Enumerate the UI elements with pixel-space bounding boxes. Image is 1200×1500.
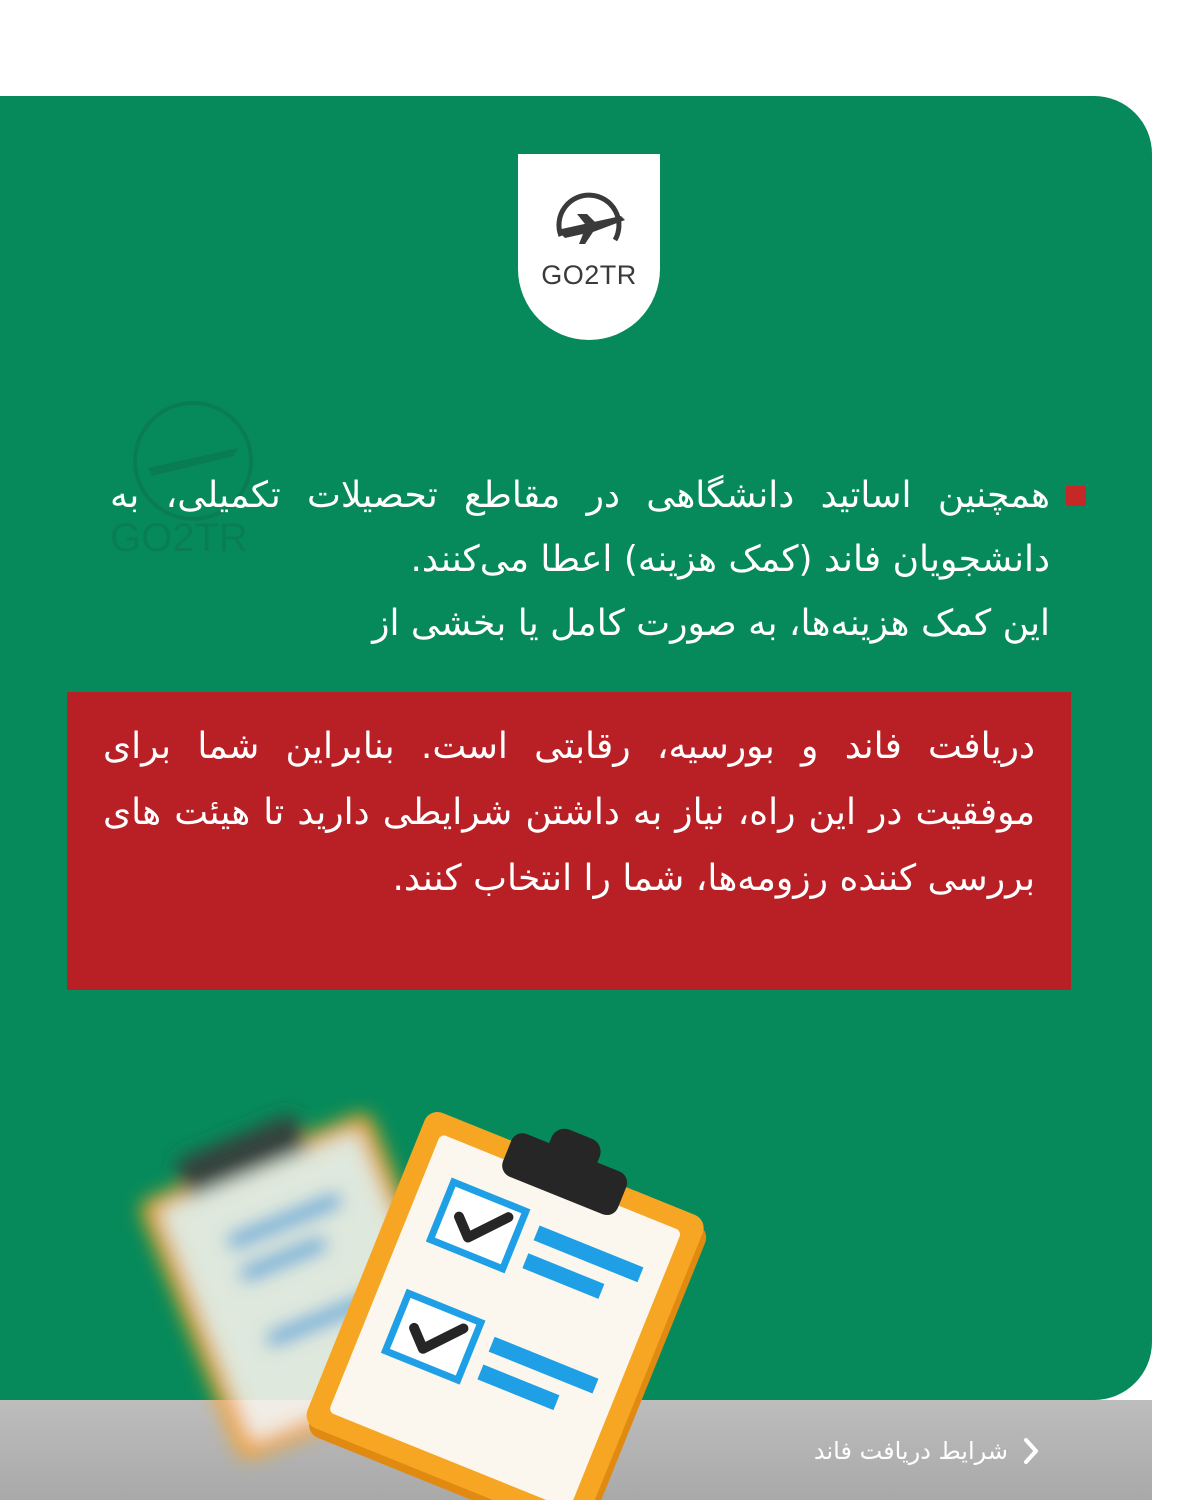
- bullet-block: [96, 464, 1086, 656]
- bullet-paragraph-1: همچنین اساتید دانشگاهی در مقاطع تحصیلات تکمیلی، به دانشجویان فاند (کمک هزینه) اعطا می‌کنند.: [110, 475, 1050, 580]
- bullet-text: [110, 464, 1050, 656]
- brand-logo[interactable]: [518, 154, 660, 340]
- right-white-strip: [1152, 130, 1200, 1500]
- watermark-text: GO2TR: [110, 516, 248, 560]
- callout-text: دریافت فاند و بورسیه، رقابتی است. بنابراین شما برای موفقیت در این راه، نیاز به داشتن شرایطی دارید تا هیئت های بررسی کننده رزومه‌ها، شما را انتخاب کنند.: [103, 726, 1035, 899]
- chevron-right-icon: [1022, 1436, 1040, 1466]
- bullet-marker: [1066, 486, 1086, 506]
- plane-logo-icon: [551, 192, 627, 256]
- clipboard-checklist-icon: [150, 996, 750, 1496]
- footer-link-label: شرایط دریافت فاند: [813, 1437, 1008, 1465]
- brand-name: GO2TR: [541, 260, 637, 290]
- bullet-paragraph-2: این کمک هزینه‌ها، به صورت کامل یا بخشی از: [372, 603, 1050, 644]
- footer-link[interactable]: [814, 1436, 1040, 1466]
- callout-box: [67, 692, 1071, 990]
